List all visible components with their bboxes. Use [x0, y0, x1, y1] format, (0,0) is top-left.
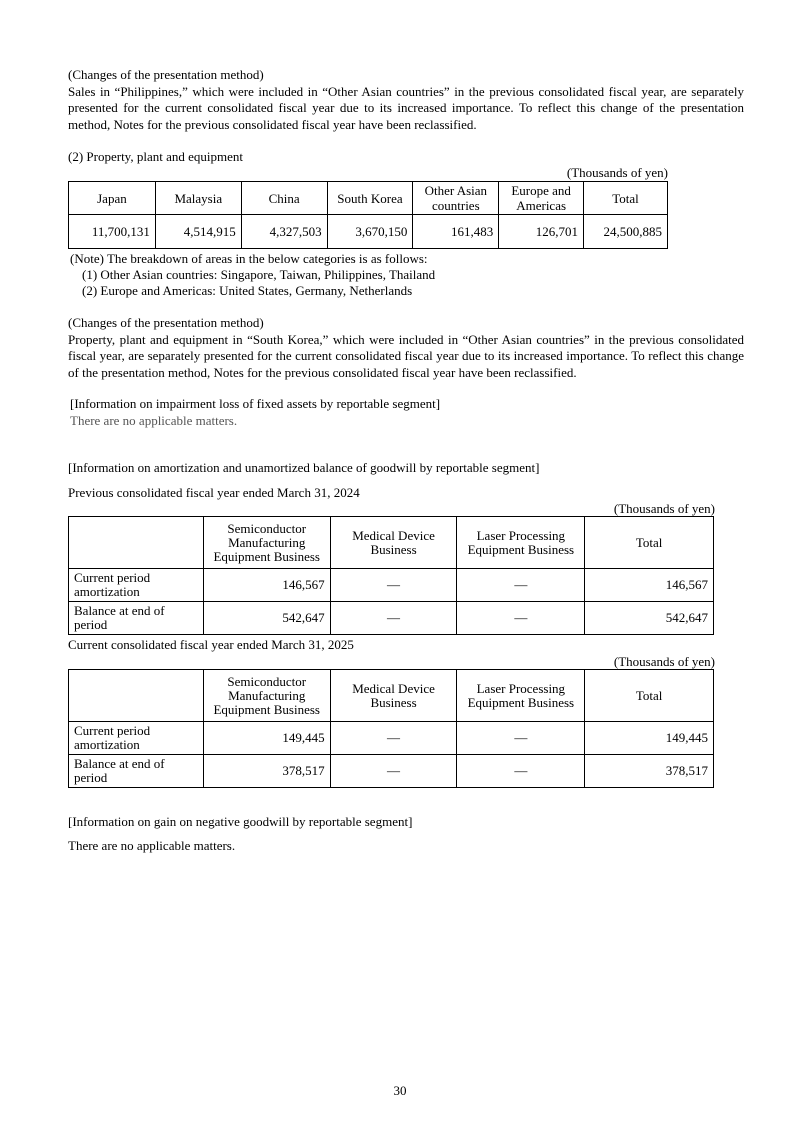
ppe-note-item: (1) Other Asian countries: Singapore, Taiwan, Philippines, Thailand [82, 267, 436, 282]
goodwill-unit: (Thousands of yen) [613, 501, 715, 516]
goodwill-header-row [69, 517, 714, 569]
row-label: Current period amortization [69, 569, 204, 602]
goodwill-header-cell: Medical Device Business [330, 517, 457, 569]
row-label: Balance at end of period [69, 602, 204, 635]
value-cell: — [330, 755, 457, 788]
negative-goodwill-heading: [Information on gain on negative goodwill by reportable segment] [68, 814, 413, 829]
value-cell: — [330, 569, 457, 602]
ppe-note [70, 251, 435, 299]
ppe-value-cell: 126,701 [499, 215, 584, 249]
goodwill-period-label: Current consolidated fiscal year ended March 31, 2025 [68, 637, 354, 652]
page-number: 30 [393, 1083, 407, 1098]
changes-section-sales [68, 67, 744, 133]
section-body: There are no applicable matters. [70, 412, 238, 428]
ppe-value-cell: 24,500,885 [584, 215, 668, 249]
table-row [69, 602, 714, 635]
goodwill-table-previous [68, 516, 714, 635]
value-cell: 378,517 [585, 755, 714, 788]
value-cell: 149,445 [585, 722, 714, 755]
value-cell: — [330, 722, 457, 755]
value-cell: — [457, 569, 585, 602]
ppe-value-row [69, 215, 668, 249]
section-heading: (Changes of the presentation method) [68, 67, 264, 82]
value-cell: — [457, 602, 585, 635]
value-cell: 542,647 [585, 602, 714, 635]
ppe-header-row [69, 182, 668, 215]
ppe-header-cell: Malaysia [155, 182, 241, 215]
goodwill-header-row [69, 670, 714, 722]
value-cell: — [457, 722, 585, 755]
ppe-header-cell: Europe and Americas [499, 182, 584, 215]
goodwill-header-cell: Laser Processing Equipment Business [457, 517, 585, 569]
changes-section-ppe [68, 315, 744, 381]
section-body: Property, plant and equipment in “South Korea,” which were included in “Other Asian countries” in the previous consolidated fiscal year, are separately presented for the current consolidated fiscal year due to its increased importance. To reflect this change of the presentation method, Notes for the previous consolidated fiscal year have been reclassified. [68, 331, 744, 380]
ppe-heading: (2) Property, plant and equipment [68, 149, 243, 164]
value-cell: 149,445 [203, 722, 330, 755]
negative-goodwill-body: There are no applicable matters. [68, 838, 236, 853]
section-body: Sales in “Philippines,” which were included in “Other Asian countries” in the previous consolidated fiscal year, are separately presented for the current consolidated fiscal year due to its increased importance. To reflect this change of the presentation method, Notes for the previous consolidated fiscal year have been reclassified. [68, 83, 744, 132]
impairment-section [70, 396, 440, 429]
ppe-note-item: (2) Europe and Americas: United States, Germany, Netherlands [82, 283, 413, 298]
ppe-header-cell: Other Asian countries [413, 182, 499, 215]
row-label: Current period amortization [69, 722, 204, 755]
goodwill-header-cell: Medical Device Business [330, 670, 457, 722]
ppe-value-cell: 11,700,131 [69, 215, 156, 249]
goodwill-heading: [Information on amortization and unamortized balance of goodwill by reportable segment] [68, 460, 540, 475]
goodwill-header-cell: Laser Processing Equipment Business [457, 670, 585, 722]
value-cell: 146,567 [585, 569, 714, 602]
goodwill-period-label: Previous consolidated fiscal year ended March 31, 2024 [68, 485, 360, 500]
goodwill-header-cell: Semiconductor Manufacturing Equipment Business [203, 670, 330, 722]
ppe-header-cell: South Korea [327, 182, 413, 215]
ppe-table [68, 181, 668, 249]
row-label: Balance at end of period [69, 755, 204, 788]
value-cell: — [330, 602, 457, 635]
goodwill-header-cell: Total [585, 670, 714, 722]
ppe-value-cell: 3,670,150 [327, 215, 413, 249]
ppe-header-cell: China [241, 182, 327, 215]
section-heading: (Changes of the presentation method) [68, 315, 264, 330]
table-row [69, 722, 714, 755]
ppe-value-cell: 161,483 [413, 215, 499, 249]
ppe-note-title: (Note) The breakdown of areas in the below categories is as follows: [70, 251, 428, 266]
goodwill-header-cell: Total [585, 517, 714, 569]
goodwill-header-blank [69, 517, 204, 569]
ppe-value-cell: 4,514,915 [155, 215, 241, 249]
goodwill-unit: (Thousands of yen) [613, 654, 715, 669]
value-cell: 542,647 [203, 602, 330, 635]
goodwill-header-blank [69, 670, 204, 722]
ppe-header-cell: Total [584, 182, 668, 215]
table-row [69, 755, 714, 788]
ppe-header-cell: Japan [69, 182, 156, 215]
value-cell: 378,517 [203, 755, 330, 788]
table-row [69, 569, 714, 602]
value-cell: 146,567 [203, 569, 330, 602]
goodwill-header-cell: Semiconductor Manufacturing Equipment Business [203, 517, 330, 569]
ppe-unit: (Thousands of yen) [566, 165, 668, 180]
ppe-value-cell: 4,327,503 [241, 215, 327, 249]
goodwill-table-current [68, 669, 714, 788]
value-cell: — [457, 755, 585, 788]
section-heading: [Information on impairment loss of fixed assets by reportable segment] [70, 396, 441, 411]
